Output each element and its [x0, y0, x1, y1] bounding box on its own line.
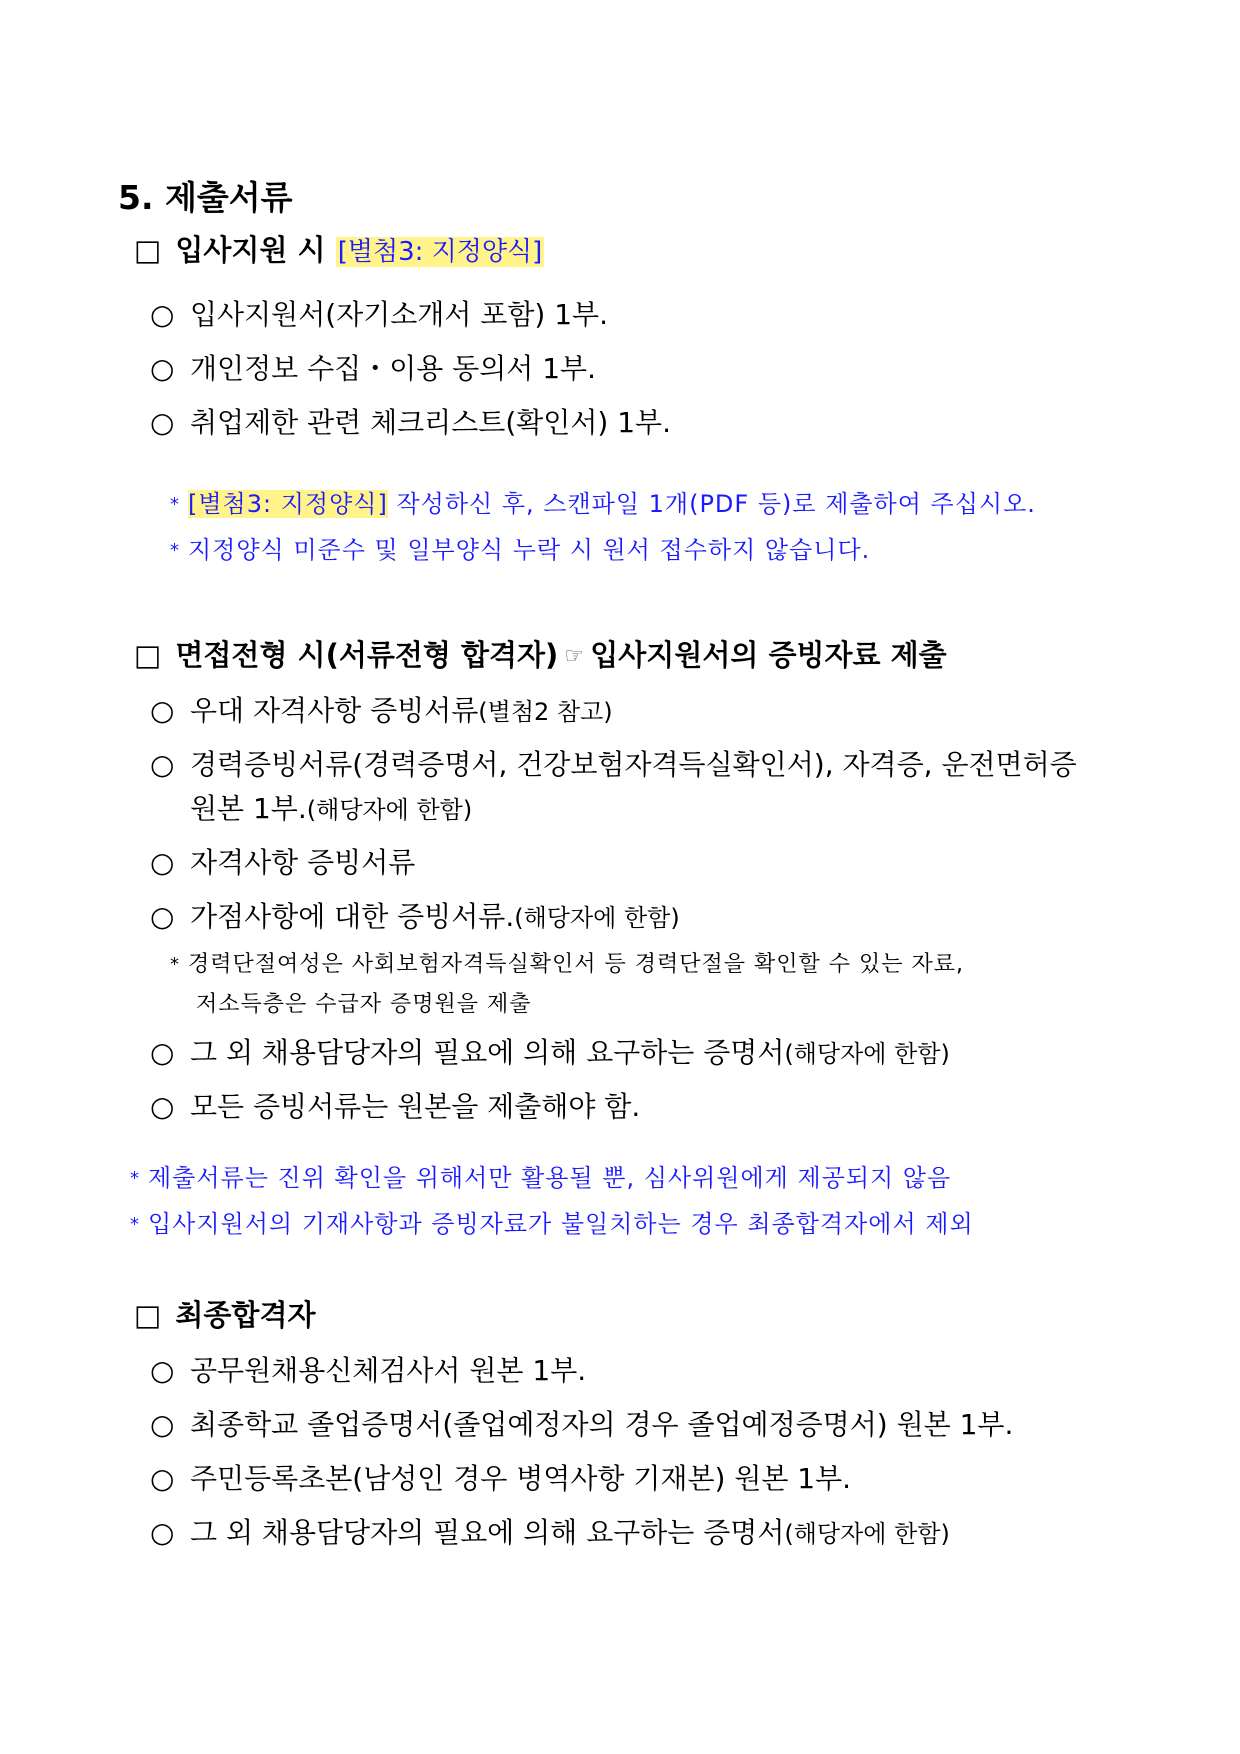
note-text: 저소득층은 수급자 증명원을 제출 [196, 992, 532, 1017]
note-line [130, 1210, 974, 1239]
circle-bullet-icon: ○ [150, 1354, 175, 1387]
item-text: 공무원채용신체검사서 원본 1부. [190, 1354, 587, 1387]
note-line [170, 490, 1036, 519]
circle-bullet-icon: ○ [150, 298, 175, 331]
sub-note-line [196, 992, 532, 1018]
item-text: 모든 증빙서류는 원본을 제출해야 함. [190, 1090, 641, 1123]
note-text: 작성하신 후, 스캔파일 1개(PDF 등)로 제출하여 주십시오. [387, 490, 1036, 518]
circle-bullet-icon: ○ [150, 1462, 175, 1495]
item-text: 최종학교 졸업증명서(졸업예정자의 경우 졸업예정증명서) 원본 1부. [190, 1408, 1014, 1441]
list-item [150, 900, 680, 934]
list-item [150, 352, 596, 386]
circle-bullet-icon: ○ [150, 1036, 175, 1069]
item-text: 그 외 채용담당자의 필요에 의해 요구하는 증명서 [190, 1036, 785, 1069]
list-item [150, 1462, 851, 1496]
subsection-heading-final [134, 1298, 315, 1333]
list-item [150, 1090, 640, 1124]
list-item [150, 298, 608, 332]
asterisk-icon: * [170, 954, 180, 976]
list-item [150, 1354, 586, 1388]
heading-text: 면접전형 시(서류전형 합격자) [175, 638, 559, 672]
list-item [150, 1036, 950, 1070]
asterisk-icon: * [130, 1214, 140, 1236]
item-text: 입사지원서(자기소개서 포함) 1부. [190, 298, 608, 331]
circle-bullet-icon: ○ [150, 1408, 175, 1441]
item-note: (별첨2 참고) [478, 698, 613, 726]
item-text: 경력증빙서류(경력증명서, 건강보험자격득실확인서), 자격증, 운전면허증 [190, 748, 1077, 781]
circle-bullet-icon: ○ [150, 406, 175, 439]
item-text: 그 외 채용담당자의 필요에 의해 요구하는 증명서 [190, 1516, 785, 1549]
sub-note-line [170, 952, 964, 978]
circle-bullet-icon: ○ [150, 1516, 175, 1549]
checkbox-square-icon: □ [134, 1298, 162, 1332]
circle-bullet-icon: ○ [150, 694, 175, 727]
asterisk-icon: * [170, 494, 180, 516]
checkbox-square-icon: □ [134, 638, 162, 672]
heading-text: 최종합격자 [175, 1298, 316, 1332]
item-text: 주민등록초본(남성인 경우 병역사항 기재본) 원본 1부. [190, 1462, 852, 1495]
circle-bullet-icon: ○ [150, 1090, 175, 1123]
subsection-heading-interview [134, 638, 947, 673]
list-item [150, 1408, 1013, 1442]
item-text: 원본 1부. [190, 792, 307, 825]
attachment-tag: [별첨3: 지정양식] [188, 490, 388, 518]
item-text: 개인정보 수집・이용 동의서 1부. [190, 352, 596, 385]
item-text: 가점사항에 대한 증빙서류. [190, 900, 515, 933]
circle-bullet-icon: ○ [150, 352, 175, 385]
note-text: 지정양식 미준수 및 일부양식 누락 시 원서 접수하지 않습니다. [188, 536, 871, 564]
list-item [150, 406, 671, 440]
heading-text: 입사지원서의 증빙자료 제출 [590, 638, 947, 672]
note-line [170, 536, 870, 565]
item-note: (해당자에 한함) [306, 796, 473, 824]
attachment-tag: [별첨3: 지정양식] [337, 237, 543, 267]
item-text: 취업제한 관련 체크리스트(확인서) 1부. [190, 406, 671, 439]
note-text: 경력단절여성은 사회보험자격득실확인서 등 경력단절을 확인할 수 있는 자료, [188, 952, 965, 977]
item-note: (해당자에 한함) [784, 1520, 950, 1548]
item-text: 우대 자격사항 증빙서류 [190, 694, 479, 727]
asterisk-icon: * [130, 1168, 140, 1190]
circle-bullet-icon: ○ [150, 900, 175, 933]
list-item [150, 694, 613, 728]
subsection-heading-application [134, 233, 544, 268]
circle-bullet-icon: ○ [150, 846, 175, 879]
section-title: 5. 제출서류 [118, 178, 293, 217]
pointing-hand-icon: ☞ [564, 644, 585, 669]
circle-bullet-icon: ○ [150, 748, 175, 781]
note-text: 제출서류는 진위 확인을 위해서만 활용될 뿐, 심사위원에게 제공되지 않음 [148, 1164, 952, 1192]
list-item-continuation [190, 792, 472, 826]
list-item [150, 1516, 950, 1550]
item-note: (해당자에 한함) [514, 904, 680, 932]
note-line [130, 1164, 951, 1193]
list-item [150, 846, 415, 880]
list-item [150, 748, 1077, 782]
note-text: 입사지원서의 기재사항과 증빙자료가 불일치하는 경우 최종합격자에서 제외 [148, 1210, 974, 1238]
item-note: (해당자에 한함) [784, 1040, 950, 1068]
asterisk-icon: * [170, 540, 180, 562]
heading-text: 입사지원 시 [175, 233, 326, 267]
item-text: 자격사항 증빙서류 [190, 846, 416, 879]
checkbox-square-icon: □ [134, 233, 162, 267]
